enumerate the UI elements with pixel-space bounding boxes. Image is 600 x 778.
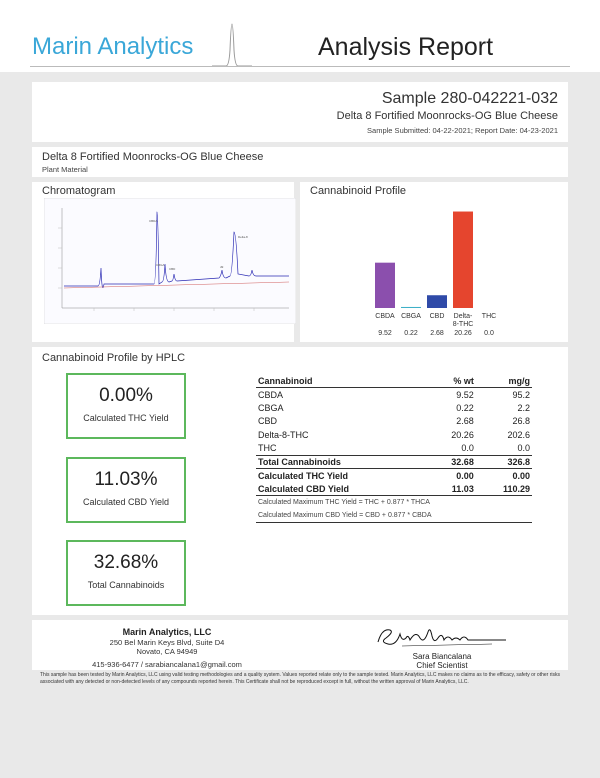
value-label: 2.68 bbox=[430, 330, 444, 337]
cell-pct: 0.0 bbox=[461, 443, 474, 453]
calc-thc-row bbox=[256, 469, 532, 483]
table-row bbox=[256, 428, 532, 442]
bar-cbda bbox=[375, 263, 395, 308]
bar-delta-8-thc bbox=[453, 212, 473, 308]
report-title: Analysis Report bbox=[318, 33, 494, 61]
category-label: Delta- bbox=[453, 313, 473, 320]
cell-name: Delta-8-THC bbox=[258, 429, 309, 440]
footer-panel bbox=[32, 620, 568, 670]
svg-text:CBD: CBD bbox=[169, 267, 176, 271]
svg-text:CBDA: CBDA bbox=[149, 219, 158, 223]
bar-cbga bbox=[401, 307, 421, 308]
cannabinoid-profile-panel bbox=[300, 182, 568, 342]
lab-address-line2: Novato, CA 94949 bbox=[136, 647, 198, 656]
value-label: 0.22 bbox=[404, 330, 418, 337]
table-row bbox=[256, 388, 532, 402]
cell-pct: 2.68 bbox=[456, 416, 474, 427]
signer-name: Sara Biancalana bbox=[412, 652, 472, 661]
formula-note-row bbox=[256, 509, 532, 523]
total-cannabinoids-value: 32.68% bbox=[93, 552, 159, 573]
header-divider bbox=[30, 66, 570, 67]
cell-mg: 26.8 bbox=[512, 416, 530, 427]
cell-pct: 0.22 bbox=[456, 402, 474, 413]
value-label: 0.0 bbox=[484, 330, 494, 337]
lab-address-line1: 250 Bel Marin Keys Blvd, Suite D4 bbox=[109, 638, 225, 647]
total-cannabinoids-box bbox=[66, 540, 186, 606]
calc-cbd-row bbox=[256, 482, 532, 496]
cbd-yield-label: Calculated CBD Yield bbox=[82, 497, 170, 507]
disclaimer-text: This sample has been tested by Marin Analytics, LLC using valid testing methodologies and a quality system. Values reported relate only to the sample tested. Marin Analytics, LLC makes no claims as to the efficacy, safety or other risks associated with any detected or non-detected levels of any compounds reported herein. This Certificate shall not be reproduced except in full, without the written approval of Marin Analytics, LLC. bbox=[40, 672, 560, 685]
cell-name: CBGA bbox=[258, 402, 284, 413]
cbd-yield-value: 11.03% bbox=[94, 469, 158, 490]
category-label: 8-THC bbox=[452, 321, 474, 328]
category-label: CBD bbox=[429, 313, 445, 320]
total-pct: 32.68 bbox=[428, 455, 476, 469]
cannabinoid-bar-chart bbox=[300, 182, 568, 342]
svg-text:d9: d9 bbox=[220, 265, 224, 269]
formula-note-row bbox=[256, 496, 532, 510]
lab-name: Marin Analytics, LLC bbox=[122, 627, 212, 637]
col-header-cannabinoid: Cannabinoid bbox=[256, 374, 428, 388]
chromatogram-peak-logo bbox=[212, 20, 252, 70]
bar-cbd bbox=[427, 295, 447, 308]
cell-mg: 95.2 bbox=[512, 389, 530, 400]
category-label: THC bbox=[481, 313, 497, 320]
brand-logo-text: Marin Analytics bbox=[32, 33, 194, 60]
cell-mg: 202.6 bbox=[507, 429, 530, 440]
product-type: Plant Material bbox=[42, 165, 88, 174]
report-header bbox=[0, 0, 600, 72]
cannabinoid-results-table bbox=[256, 374, 532, 523]
category-label: CBGA bbox=[401, 313, 421, 320]
calc-thc-label: Calculated THC Yield bbox=[258, 470, 349, 481]
product-panel bbox=[32, 147, 568, 177]
calc-cbd-mg: 110.29 bbox=[502, 483, 530, 494]
category-label: CBDA bbox=[375, 313, 395, 320]
cell-name: THC bbox=[258, 443, 277, 453]
total-cannabinoids-label: Total Cannabinoids bbox=[87, 580, 165, 590]
signer-title: Chief Scientist bbox=[416, 661, 468, 670]
total-row bbox=[256, 455, 532, 469]
calc-cbd-label: Calculated CBD Yield bbox=[258, 483, 350, 494]
chromatogram-image bbox=[44, 198, 296, 324]
sample-name: Delta 8 Fortified Moonrocks-OG Blue Cheese bbox=[336, 110, 558, 122]
cell-pct: 9.52 bbox=[456, 389, 474, 400]
hplc-panel bbox=[32, 347, 568, 615]
thc-yield-value: 0.00% bbox=[99, 385, 153, 406]
table-row bbox=[256, 415, 532, 429]
value-label: 20.26 bbox=[454, 330, 472, 337]
signature-image bbox=[372, 622, 512, 650]
chromatogram-panel bbox=[32, 182, 294, 342]
col-header-pct-wt: % wt bbox=[428, 374, 476, 388]
sample-dates: Sample Submitted: 04-22-2021; Report Date: 04-23-2021 bbox=[367, 126, 558, 135]
calc-thc-mg: 0.00 bbox=[512, 470, 530, 481]
value-label: 9.52 bbox=[378, 330, 392, 337]
hplc-title: Cannabinoid Profile by HPLC bbox=[42, 352, 186, 364]
sample-info-panel bbox=[32, 82, 568, 142]
thc-yield-box bbox=[66, 373, 186, 439]
calc-thc-pct: 0.00 bbox=[456, 470, 474, 481]
table-header-row bbox=[256, 374, 532, 388]
table-row bbox=[256, 442, 532, 456]
thc-formula-note: Calculated Maximum THC Yield = THC + 0.877 * THCA bbox=[258, 499, 430, 506]
sample-id: Sample 280-042221-032 bbox=[381, 90, 558, 107]
cbd-formula-note: Calculated Maximum CBD Yield = CBD + 0.877 * CBDA bbox=[256, 509, 532, 523]
cell-name: CBDA bbox=[258, 389, 284, 400]
table-row bbox=[256, 401, 532, 415]
cbd-yield-box bbox=[66, 457, 186, 523]
total-label: Total Cannabinoids bbox=[256, 455, 428, 469]
thc-yield-label: Calculated THC Yield bbox=[83, 413, 169, 423]
calc-cbd-pct: 11.03 bbox=[451, 483, 474, 494]
lab-contact: 415-936-6477 / sarabiancalana1@gmail.com bbox=[92, 660, 242, 669]
svg-text:CBGA: CBGA bbox=[156, 263, 165, 267]
product-name: Delta 8 Fortified Moonrocks-OG Blue Cheese bbox=[42, 151, 264, 163]
chromatogram-title: Chromatogram bbox=[42, 185, 116, 197]
col-header-mg-g: mg/g bbox=[476, 374, 532, 388]
cell-name: CBD bbox=[258, 416, 278, 427]
total-mg: 326.8 bbox=[476, 455, 532, 469]
profile-chart-title: Cannabinoid Profile bbox=[310, 185, 407, 197]
svg-text:Delta-8: Delta-8 bbox=[238, 235, 248, 239]
cell-mg: 0.0 bbox=[517, 443, 530, 453]
cell-pct: 20.26 bbox=[451, 429, 474, 440]
cell-mg: 2.2 bbox=[517, 402, 530, 413]
